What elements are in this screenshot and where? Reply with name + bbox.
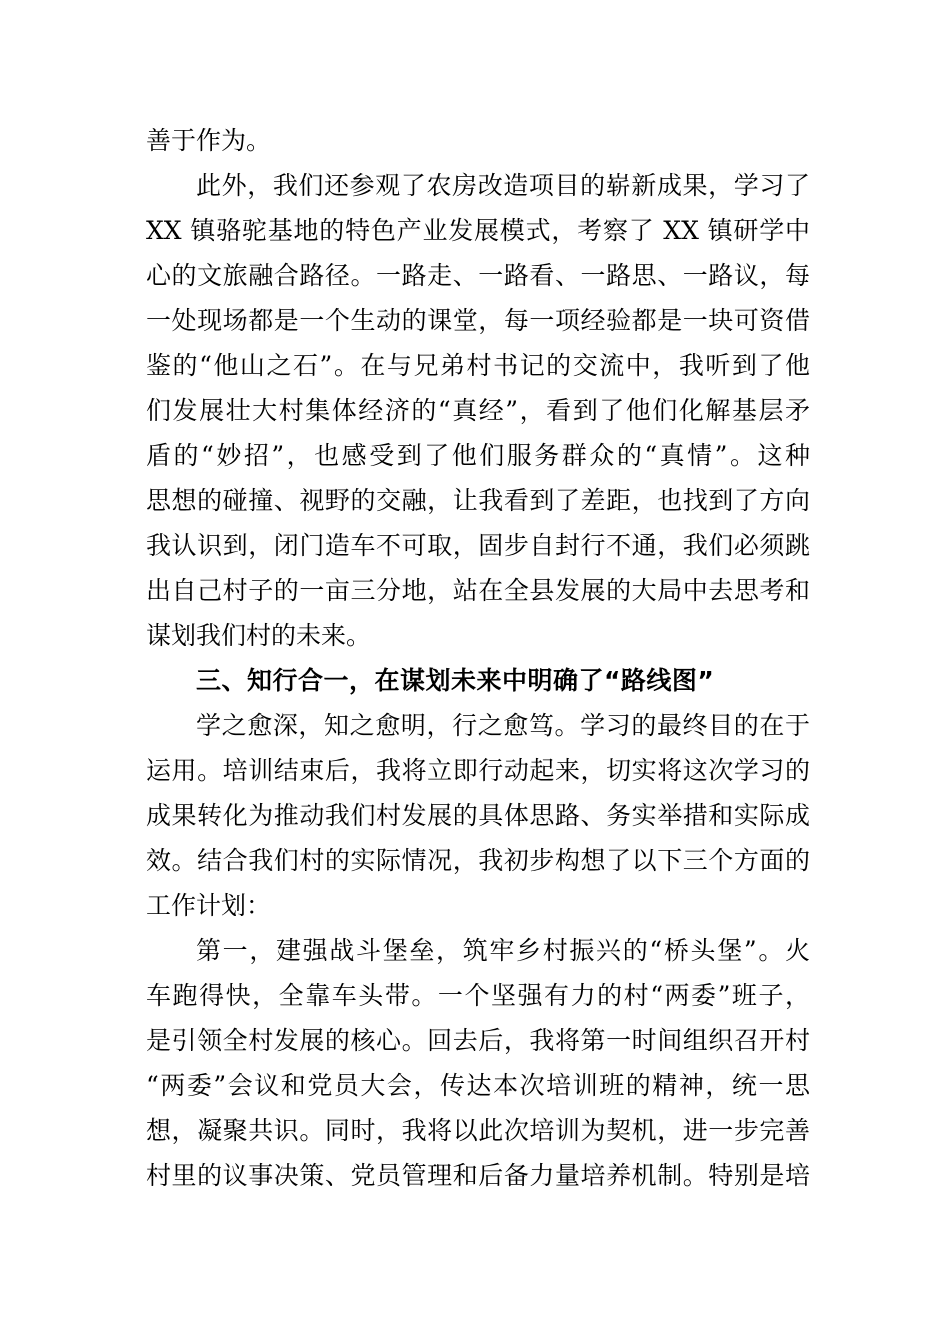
paragraph-line: 盾的“妙招”，也感受到了他们服务群众的“真情”。这种	[146, 441, 811, 470]
paragraph-line: 出自己村子的一亩三分地，站在全县发展的大局中去思考和	[146, 576, 810, 605]
paragraph-line: 工作计划：	[146, 891, 272, 920]
paragraph-line: 心的文旅融合路径。一路走、一路看、一路思、一路议，每	[146, 261, 810, 290]
paragraph-line: 成果转化为推动我们村发展的具体思路、务实举措和实际成	[146, 801, 810, 830]
paragraph-line: 是引领全村发展的核心。回去后，我将第一时间组织召开村	[146, 1026, 810, 1055]
paragraph-line: 鉴的“他山之石”。在与兄弟村书记的交流中，我听到了他	[146, 351, 810, 380]
paragraph-line: 们发展壮大村集体经济的“真经”，看到了他们化解基层矛	[146, 396, 810, 425]
paragraph-line: XX 镇骆驼基地的特色产业发展模式，考察了 XX 镇研学中	[146, 216, 810, 245]
paragraph-line: 思想的碰撞、视野的交融，让我看到了差距，也找到了方向	[146, 486, 810, 515]
paragraph-line: 村里的议事决策、党员管理和后备力量培养机制。特别是培	[146, 1161, 810, 1190]
paragraph-line: 学之愈深，知之愈明，行之愈笃。学习的最终目的在于	[196, 711, 810, 740]
paragraph-line: 运用。培训结束后，我将立即行动起来，切实将这次学习的	[146, 756, 810, 785]
section-heading: 三、知行合一，在谋划未来中明确了“路线图”	[196, 666, 715, 695]
paragraph-line: 想，凝聚共识。同时，我将以此次培训为契机，进一步完善	[146, 1116, 810, 1145]
paragraph-line: 车跑得快，全靠车头带。一个坚强有力的村“两委”班子，	[146, 981, 810, 1010]
paragraph-line: 此外，我们还参观了农房改造项目的崭新成果，学习了	[196, 171, 810, 200]
paragraph-line: 我认识到，闭门造车不可取，固步自封行不通，我们必须跳	[146, 531, 810, 560]
paragraph-line: 第一，建强战斗堡垒，筑牢乡村振兴的“桥头堡”。火	[196, 936, 810, 965]
paragraph-line: 谋划我们村的未来。	[146, 621, 372, 650]
paragraph-line: 善于作为。	[146, 126, 272, 155]
paragraph-line: “两委”会议和党员大会，传达本次培训班的精神，统一思	[146, 1071, 810, 1100]
paragraph-line: 一处现场都是一个生动的课堂，每一项经验都是一块可资借	[146, 306, 810, 335]
paragraph-line: 效。结合我们村的实际情况，我初步构想了以下三个方面的	[146, 846, 810, 875]
